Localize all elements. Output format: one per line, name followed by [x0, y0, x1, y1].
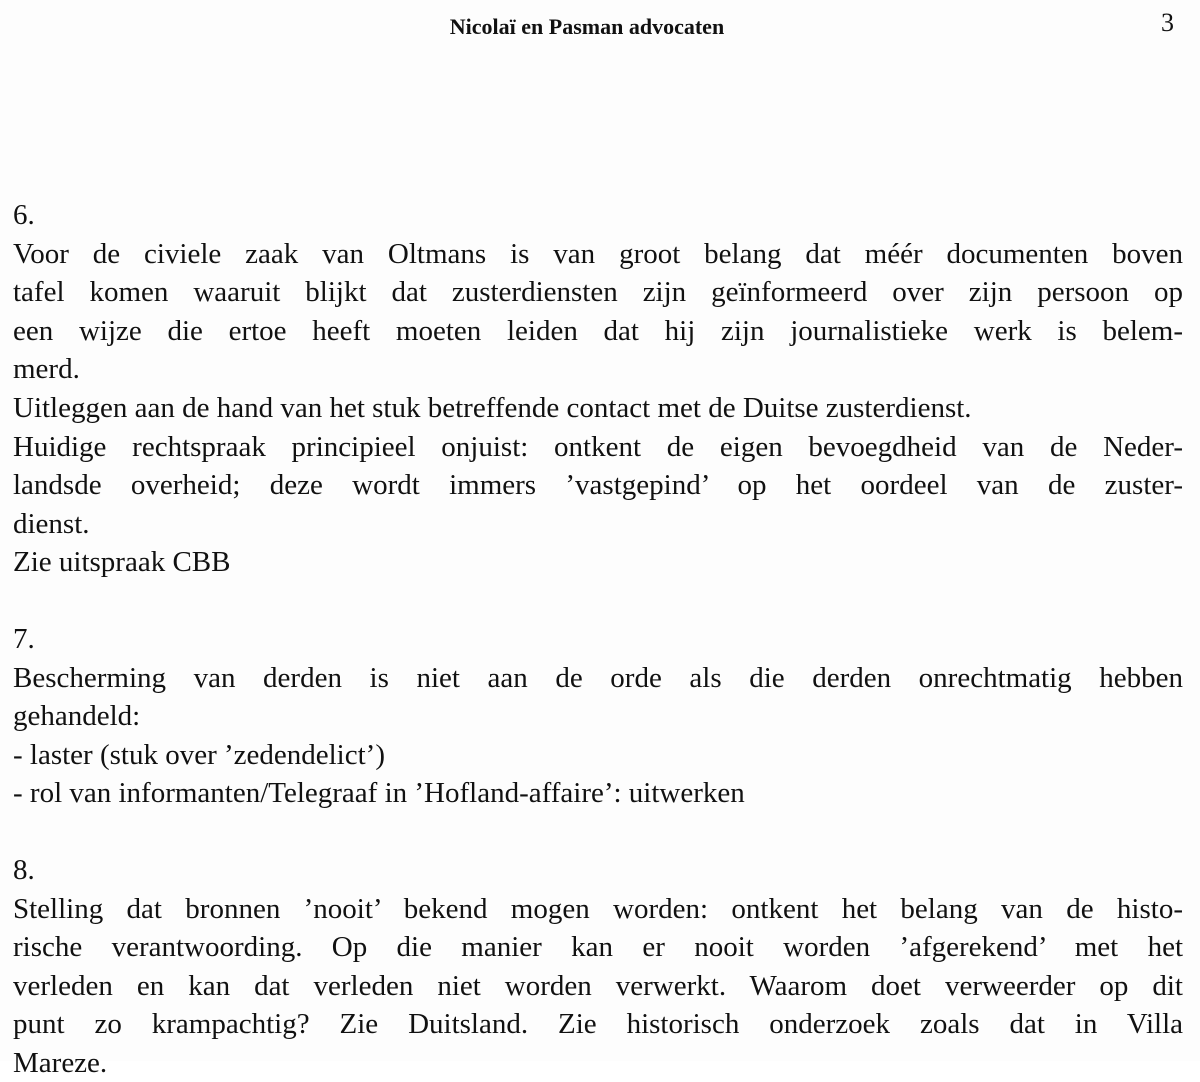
section-7 — [13, 620, 1183, 813]
paragraph-line: Bescherming van derden is niet aan de orde als die derden onrechtmatig hebben — [13, 661, 1183, 694]
paragraph-line: tafel komen waaruit blijkt dat zusterdiensten zijn geïnformeerd over zijn persoon op — [13, 276, 1183, 309]
paragraph-line: Voor de civiele zaak van Oltmans is van groot belang dat méér documenten boven — [13, 237, 1183, 270]
page-number: 3 — [1161, 8, 1174, 37]
list-item: - rol van informanten/Telegraaf in ’Hofland-affaire’: uitwerken — [13, 777, 745, 810]
letterhead-firm-name: Nicolaï en Pasman advocaten — [449, 14, 725, 39]
document-body — [13, 196, 1183, 1082]
paragraph-line: Mareze. — [13, 1046, 108, 1079]
list-item: - laster (stuk over ’zedendelict’) — [13, 738, 385, 771]
section-number: 8. — [13, 853, 35, 886]
paragraph-line: gehandeld: — [13, 700, 141, 733]
paragraph-line: Uitleggen aan de hand van het stuk betreffende contact met de Duitse zusterdienst. — [13, 391, 972, 424]
paragraph-line: een wijze die ertoe heeft moeten leiden dat hij zijn journalistieke werk is belem- — [13, 314, 1183, 347]
section-number: 6. — [13, 199, 35, 231]
paragraph-line: verleden en kan dat verleden niet worden verwerkt. Waarom doet verweerder op dit — [13, 969, 1183, 1002]
paragraph-line: Huidige rechtspraak principieel onjuist: ontkent de eigen bevoegdheid van de Neder- — [13, 430, 1183, 463]
paragraph-line: rische verantwoording. Op die manier kan er nooit worden ’afgerekend’ met het — [13, 931, 1183, 964]
paragraph-line: dienst. — [13, 507, 90, 540]
section-number: 7. — [13, 622, 35, 655]
paragraph-line: Zie uitspraak CBB — [13, 546, 231, 579]
paragraph-line: merd. — [13, 353, 80, 386]
paragraph-line: Stelling dat bronnen ’nooit’ bekend mogen worden: ontkent het belang van de histo- — [13, 892, 1183, 925]
paragraph-line: punt zo krampachtig? Zie Duitsland. Zie historisch onderzoek zoals dat in Villa — [13, 1008, 1183, 1041]
section-8 — [13, 851, 1183, 1082]
paragraph-line: landsde overheid; deze wordt immers ’vastgepind’ op het oordeel van de zuster- — [13, 469, 1183, 502]
section-6 — [13, 196, 1183, 582]
